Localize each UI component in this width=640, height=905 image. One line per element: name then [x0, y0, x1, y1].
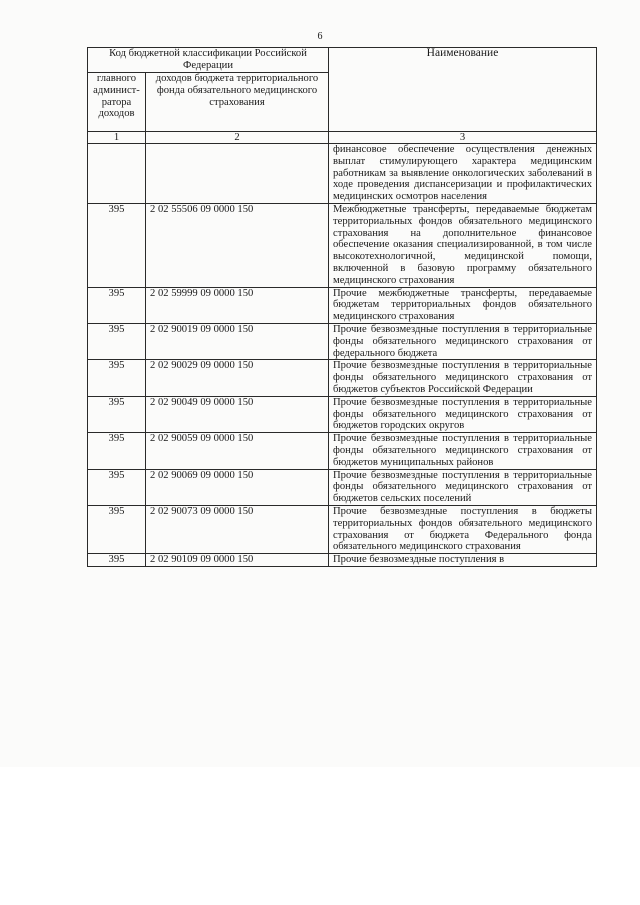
- income-code-cell: 2 02 90073 09 0000 150: [146, 505, 329, 553]
- income-code-cell: 2 02 90069 09 0000 150: [146, 469, 329, 505]
- admin-code-cell: 395: [88, 396, 146, 432]
- admin-code-cell: 395: [88, 323, 146, 359]
- table-body: [88, 144, 597, 567]
- income-code-cell: 2 02 90059 09 0000 150: [146, 433, 329, 469]
- table-header: [88, 48, 597, 144]
- admin-code-cell: 395: [88, 469, 146, 505]
- admin-code-cell: 395: [88, 287, 146, 323]
- name-cell: Прочие безвозмездные поступления в территориальные фонды обязательного медицинского страхования от бюджетов муниципальных районов: [329, 433, 597, 469]
- name-cell: финансовое обеспечение осуществления денежных выплат стимулирующего характера медицинским работникам за выявление онкологических заболеваний в ходе проведения диспансеризации и профилактических медицинских осмотров населения: [329, 144, 597, 204]
- admin-code-cell: 395: [88, 360, 146, 396]
- income-code-cell: 2 02 90109 09 0000 150: [146, 554, 329, 567]
- table-row: [88, 469, 597, 505]
- budget-classification-table: [87, 47, 597, 567]
- column-number-3: 3: [329, 132, 597, 144]
- header-income-code: доходов бюджета территориального фонда обязательного медицинского страхования: [146, 73, 329, 132]
- name-cell: Прочие безвозмездные поступления в: [329, 554, 597, 567]
- name-cell: Межбюджетные трансферты, передаваемые бюджетам территориальных фондов обязательного медицинского страхования на дополнительное финансовое обеспечение оказания специализированной, в том числе высокотехнологичной, медицинской помощи, включенной в базовую программу обязательного медицинского страхования: [329, 203, 597, 287]
- name-cell: Прочие безвозмездные поступления в территориальные фонды обязательного медицинского страхования от бюджетов субъектов Российской Федерации: [329, 360, 597, 396]
- admin-code-cell: 395: [88, 505, 146, 553]
- name-cell: Прочие безвозмездные поступления в территориальные фонды обязательного медицинского страхования от федерального бюджета: [329, 323, 597, 359]
- table-row: [88, 287, 597, 323]
- income-code-cell: 2 02 55506 09 0000 150: [146, 203, 329, 287]
- admin-code-cell: 395: [88, 433, 146, 469]
- name-cell: Прочие безвозмездные поступления в бюджеты территориальных фондов обязательного медицинского страхования от бюджета Федерального фонда обязательного медицинского страхования: [329, 505, 597, 553]
- table-row: [88, 433, 597, 469]
- page-number: 6: [317, 31, 323, 42]
- table-row: [88, 144, 597, 204]
- income-code-cell: 2 02 59999 09 0000 150: [146, 287, 329, 323]
- table-row: [88, 360, 597, 396]
- table-row: [88, 396, 597, 432]
- admin-code-cell: 395: [88, 554, 146, 567]
- name-cell: Прочие безвозмездные поступления в территориальные фонды обязательного медицинского страхования от бюджетов городских округов: [329, 396, 597, 432]
- admin-code-cell: [88, 144, 146, 204]
- header-chief-administrator: главного админист-ратора доходов: [88, 73, 146, 132]
- admin-code-cell: 395: [88, 203, 146, 287]
- table-row: [88, 323, 597, 359]
- income-code-cell: [146, 144, 329, 204]
- income-code-cell: 2 02 90029 09 0000 150: [146, 360, 329, 396]
- table-row: [88, 554, 597, 567]
- header-name: Наименование: [329, 48, 597, 132]
- name-cell: Прочие межбюджетные трансферты, передаваемые бюджетам территориальных фондов обязательного медицинского страхования: [329, 287, 597, 323]
- table-row: [88, 203, 597, 287]
- income-code-cell: 2 02 90019 09 0000 150: [146, 323, 329, 359]
- income-code-cell: 2 02 90049 09 0000 150: [146, 396, 329, 432]
- column-number-2: 2: [146, 132, 329, 144]
- column-number-1: 1: [88, 132, 146, 144]
- table-row: [88, 505, 597, 553]
- header-group-classification-code: Код бюджетной классификации Российской Федерации: [88, 48, 329, 73]
- name-cell: Прочие безвозмездные поступления в территориальные фонды обязательного медицинского страхования от бюджетов сельских поселений: [329, 469, 597, 505]
